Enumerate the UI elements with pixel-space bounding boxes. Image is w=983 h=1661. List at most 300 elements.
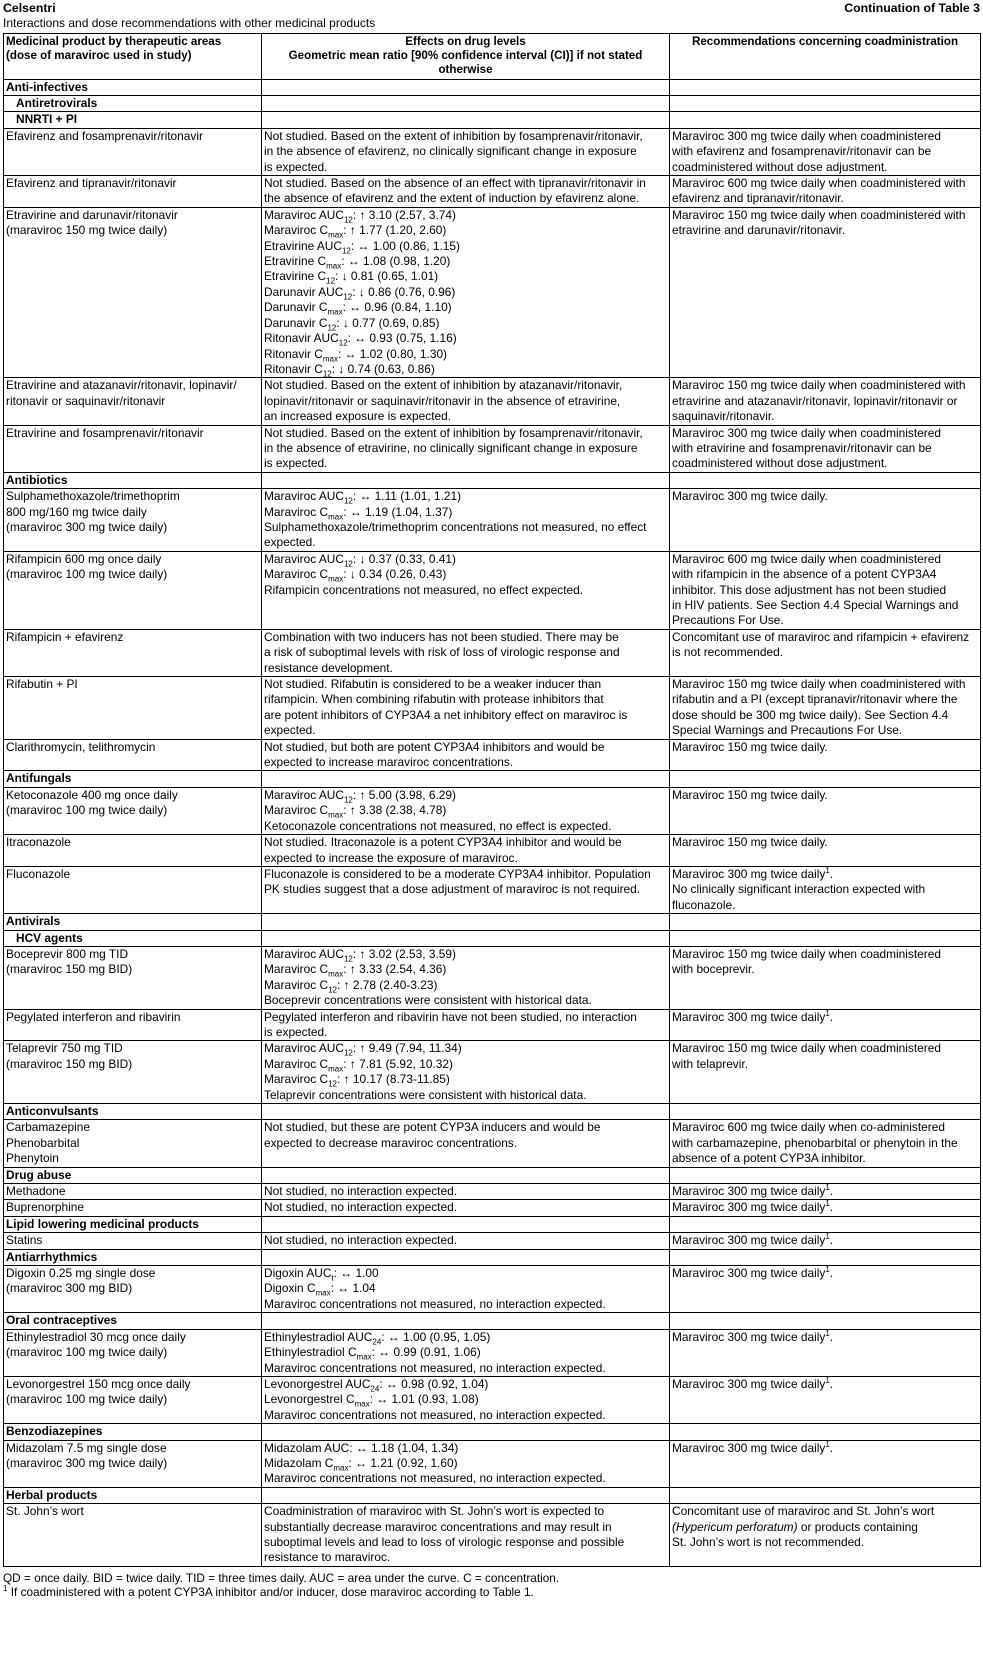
effects-cell-c2: [262, 378, 670, 425]
empty-cell: [262, 930, 670, 946]
product-name: Celsentri: [3, 1, 56, 15]
effects-cell-c2-line: Digoxin $C_{max}$: ↔ 1.04: [264, 1281, 376, 1298]
effects-cell-c2: [262, 787, 670, 834]
recommendation-cell-c3: [670, 835, 981, 867]
empty-cell: [262, 112, 670, 128]
effects-cell-c2-line: Etravirine $C_{max}$: ↔ 1.08 (0.98, 1.20): [264, 254, 451, 271]
effects-cell-c2: [262, 1504, 670, 1567]
category-label: Antifungals: [4, 771, 262, 787]
empty-cell: [670, 1249, 981, 1265]
product-cell-c1-line: Etravirine and fosamprenavir/ritonavir: [6, 425, 204, 440]
effects-cell-c2-line: Maraviroc $AUC_{12}$: ↑ 5.00 (3.98, 6.29): [264, 787, 456, 805]
empty-cell: [262, 1249, 670, 1265]
empty-cell: [670, 1104, 981, 1120]
empty-cell: [670, 914, 981, 930]
recommendation-cell-c3: [670, 551, 981, 629]
effects-cell-c2-line: Ethinylestradiol $C_{max}$: ↔ 0.99 (0.91, 1.06): [264, 1345, 481, 1362]
recommendation-cell-c3-line: with etravirine and fosamprenavir/ritonavir can be: [672, 440, 932, 455]
product-cell-c1: [4, 1440, 262, 1487]
effects-cell-c2-line: Not studied, but both are potent CYP3A4 inhibitors and would be: [264, 739, 605, 754]
effects-cell-c2-line: expected.: [264, 535, 316, 550]
recommendation-cell-c3-line: rifabutin and a PI (except tipranavir/ritonavir where the: [672, 692, 958, 707]
product-cell-c1: [4, 1329, 262, 1376]
product-cell-c1: [4, 946, 262, 1009]
category-row: [4, 771, 981, 787]
effects-cell-c2-line: Not studied. Based on the extent of inhibition by fosamprenavir/ritonavir,: [264, 425, 643, 440]
subcategory-label: HCV agents: [4, 930, 262, 946]
effects-cell-c2-line: Maraviroc $AUC_{12}$: ↔ 1.11 (1.01, 1.21): [264, 489, 462, 506]
recommendation-cell-c3: [670, 629, 981, 676]
product-cell-c1-line: Clarithromycin, telithromycin: [6, 739, 156, 754]
recommendation-cell-c3-line: coadministered without dose adjustment.: [672, 456, 888, 471]
product-cell-c1-line: Etravirine and atazanavir/ritonavir, lopinavir/: [6, 378, 237, 393]
effects-cell-c2-line: resistance to maraviroc.: [264, 1550, 391, 1565]
recommendation-cell-c3: [670, 1440, 981, 1487]
category-row: [4, 1424, 981, 1440]
recommendation-cell-c3-line: Maraviroc 600 mg twice daily when co-administered: [672, 1120, 945, 1135]
effects-cell-c2-line: Telaprevir concentrations were consistent with historical data.: [264, 1087, 587, 1102]
category-label: Drug abuse: [4, 1167, 262, 1183]
table-header-row: [4, 34, 981, 80]
product-cell-c1-line: (maraviroc 100 mg twice daily): [6, 803, 168, 818]
effects-cell-c2-line: Fluconazole is considered to be a moderate CYP3A4 inhibitor. Population: [264, 866, 651, 881]
product-cell-c1-line: 800 mg/160 mg twice daily: [6, 504, 147, 519]
effects-cell-c2-line: Digoxin $AUC_t$: ↔ 1.00: [264, 1266, 379, 1283]
effects-cell-c2-line: Maraviroc $AUC_{12}$: ↑ 3.02 (2.53, 3.59): [264, 946, 456, 964]
category-label: Antiarrhythmics: [4, 1249, 262, 1265]
category-label: Lipid lowering medicinal products: [4, 1216, 262, 1232]
product-cell-c1: [4, 176, 262, 208]
recommendation-cell-c3: [670, 739, 981, 771]
empty-cell: [262, 1313, 670, 1329]
footnote-1-marker: 1: [3, 1584, 8, 1594]
recommendation-cell-c3-line: Maraviroc 300 mg twice daily$^1$.: [672, 1008, 834, 1024]
table-row: [4, 946, 981, 1009]
table-row: [4, 1041, 981, 1104]
effects-cell-c2: [262, 1376, 670, 1423]
recommendation-cell-c3: [670, 176, 981, 208]
recommendation-cell-c3-line: Maraviroc 150 mg twice daily.: [672, 835, 828, 850]
recommendation-cell-c3: [670, 1009, 981, 1041]
product-cell-c1: [4, 835, 262, 867]
effects-cell-c2-line: Midazolam AUC: ↔ 1.18 (1.04, 1.34): [264, 1440, 459, 1455]
empty-cell: [262, 1424, 670, 1440]
product-cell-c1-line: St. John’s wort: [6, 1504, 84, 1519]
recommendation-cell-c3-line: dose should be 300 mg twice daily). See Section 4.4: [672, 707, 949, 722]
effects-cell-c2: [262, 677, 670, 740]
column-header-product-line2: (dose of maraviroc used in study): [6, 49, 192, 63]
recommendation-cell-c3-line: Maraviroc 150 mg twice daily when coadministered: [672, 1041, 941, 1056]
effects-cell-c2: [262, 946, 670, 1009]
recommendation-cell-c3: [670, 1041, 981, 1104]
product-cell-c1: [4, 629, 262, 676]
effects-cell-c2-line: Maraviroc concentrations not measured, no interaction expected.: [264, 1407, 606, 1422]
effects-cell-c2: [262, 425, 670, 472]
recommendation-cell-c3-line: fluconazole.: [672, 897, 736, 912]
empty-cell: [670, 79, 981, 95]
category-row: [4, 472, 981, 488]
effects-cell-c2-line: Etravirine $AUC_{12}$: ↔ 1.00 (0.86, 1.15): [264, 238, 460, 256]
recommendation-cell-c3: [670, 1266, 981, 1313]
recommendation-cell-c3-line: Maraviroc 600 mg twice daily when coadministered with: [672, 176, 966, 191]
recommendation-cell-c3-line: No clinically significant interaction expected with: [672, 882, 926, 897]
table-row: [4, 787, 981, 834]
footnotes: [3, 1571, 980, 1600]
category-row: [4, 1216, 981, 1232]
effects-cell-c2-line: Ritonavir $AUC_{12}$: ↔ 0.93 (0.75, 1.16): [264, 331, 457, 348]
empty-cell: [670, 1167, 981, 1183]
product-cell-c1-line: Levonorgestrel 150 mcg once daily: [6, 1376, 191, 1391]
effects-cell-c2: [262, 1266, 670, 1313]
recommendation-cell-c3-line: is not recommended.: [672, 645, 784, 660]
effects-cell-c2-line: expected to increase maraviroc concentrations.: [264, 755, 514, 770]
product-cell-c1: [4, 1376, 262, 1423]
product-cell-c1-line: Fluconazole: [6, 866, 71, 881]
effects-cell-c2-line: Maraviroc $C_{max}$: ↓ 0.34 (0.26, 0.43): [264, 567, 447, 584]
recommendation-cell-c3: [670, 787, 981, 834]
recommendation-cell-c3-line: (Hypericum perforatum) or products containing: [672, 1519, 918, 1534]
effects-cell-c2-line: Not studied, no interaction expected.: [264, 1200, 458, 1215]
effects-cell-c2-line: Maraviroc concentrations not measured, no interaction expected.: [264, 1471, 606, 1486]
recommendation-cell-c3-line: Maraviroc 300 mg twice daily when coadministered: [672, 425, 941, 440]
recommendation-cell-c3-line: with rifampicin in the absence of a potent CYP3A4: [672, 567, 937, 582]
category-label: Benzodiazepines: [4, 1424, 262, 1440]
column-header-effects-line2: Geometric mean ratio [90% confidence interval (CI)] if not stated otherwise: [288, 49, 643, 77]
recommendation-cell-c3-line: efavirenz and tipranavir/ritonavir.: [672, 191, 844, 206]
product-cell-c1: [4, 207, 262, 377]
effects-cell-c2: [262, 1041, 670, 1104]
effects-cell-c2-line: Darunavir $C_{max}$: ↔ 0.96 (0.84, 1.10): [264, 300, 452, 317]
recommendation-cell-c3: [670, 425, 981, 472]
effects-cell-c2-line: Maraviroc $AUC_{12}$: ↑ 9.49 (7.94, 11.34): [264, 1041, 462, 1058]
effects-cell-c2: [262, 1184, 670, 1200]
product-cell-c1: [4, 551, 262, 629]
recommendation-cell-c3: [670, 1233, 981, 1249]
product-cell-c1-line: Phenobarbital: [6, 1135, 80, 1150]
effects-cell-c2-line: is expected.: [264, 456, 328, 471]
empty-cell: [262, 79, 670, 95]
effects-cell-c2-line: expected.: [264, 723, 316, 738]
effects-cell-c2-line: an increased exposure is expected.: [264, 409, 452, 424]
subcategory-label: NNRTI + PI: [4, 112, 262, 128]
recommendation-cell-c3: [670, 946, 981, 1009]
empty-cell: [262, 1104, 670, 1120]
product-cell-c1-line: (maraviroc 100 mg twice daily): [6, 1345, 168, 1360]
effects-cell-c2-line: a risk of suboptimal levels with risk of loss of virologic response and: [264, 645, 620, 660]
table-row: [4, 176, 981, 208]
column-header-product-line1: Medicinal product by therapeutic areas: [6, 35, 222, 48]
effects-cell-c2-line: Maraviroc $C_{max}$: ↑ 1.77 (1.20, 2.60): [264, 223, 447, 240]
recommendation-cell-c3-line: absence of a potent CYP3A inhibitor.: [672, 1151, 866, 1166]
empty-cell: [262, 771, 670, 787]
product-cell-c1-line: Midazolam 7.5 mg single dose: [6, 1440, 167, 1455]
effects-cell-c2-line: Maraviroc $C_{12}$: ↑ 10.17 (8.73-11.85): [264, 1072, 450, 1089]
column-header-effects-line1: Effects on drug levels: [405, 35, 526, 48]
effects-cell-c2-line: Etravirine $C_{12}$: ↓ 0.81 (0.65, 1.01): [264, 269, 439, 286]
effects-cell-c2-line: Ritonavir $C_{max}$: ↔ 1.02 (0.80, 1.30): [264, 346, 448, 363]
product-cell-c1: [4, 866, 262, 913]
effects-cell-c2-line: in the absence of etravirine, no clinically significant change in exposure: [264, 440, 638, 455]
effects-cell-c2: [262, 551, 670, 629]
category-label: Herbal products: [4, 1487, 262, 1503]
product-cell-c1: [4, 1233, 262, 1249]
recommendation-cell-c3-line: Maraviroc 150 mg twice daily when coadministered with: [672, 677, 966, 692]
effects-cell-c2-line: Maraviroc $C_{max}$: ↑ 7.81 (5.92, 10.32): [264, 1056, 453, 1074]
table-row: [4, 1009, 981, 1041]
effects-cell-c2-line: expected to decrease maraviroc concentrations.: [264, 1135, 518, 1150]
column-header-product: [4, 34, 262, 80]
effects-cell-c2: [262, 739, 670, 771]
effects-cell-c2: [262, 629, 670, 676]
effects-cell-c2-line: Not studied. Rifabutin is considered to be a weaker inducer than: [264, 677, 602, 692]
effects-cell-c2-line: Rifampicin concentrations not measured, no effect expected.: [264, 582, 584, 597]
recommendation-cell-c3: [670, 1329, 981, 1376]
recommendation-cell-c3-line: in HIV patients. See Section 4.4 Special Warnings and: [672, 598, 959, 613]
recommendation-cell-c3-line: Maraviroc 150 mg twice daily when coadministered with: [672, 207, 966, 222]
product-cell-c1: [4, 1504, 262, 1567]
table-row: [4, 866, 981, 913]
empty-cell: [670, 1313, 981, 1329]
product-cell-c1: [4, 425, 262, 472]
table-row: [4, 207, 981, 377]
effects-cell-c2-line: PK studies suggest that a dose adjustment of maraviroc is not required.: [264, 882, 641, 897]
empty-cell: [670, 1487, 981, 1503]
product-cell-c1: [4, 1184, 262, 1200]
recommendation-cell-c3-line: etravirine and atazanavir/ritonavir, lopinavir/ritonavir or: [672, 393, 958, 408]
effects-cell-c2-line: Maraviroc concentrations not measured, no interaction expected.: [264, 1360, 606, 1375]
effects-cell-c2: [262, 1009, 670, 1041]
subcategory-label: Antiretrovirals: [4, 96, 262, 112]
subcategory-row: [4, 112, 981, 128]
effects-cell-c2: [262, 835, 670, 867]
effects-cell-c2-line: Darunavir $C_{12}$: ↓ 0.77 (0.69, 0.85): [264, 315, 440, 333]
effects-cell-c2-line: Sulphamethoxazole/trimethoprim concentrations not measured, no effect: [264, 519, 647, 534]
recommendation-cell-c3-line: Concomitant use of maraviroc and rifampicin + efavirenz: [672, 629, 970, 644]
product-cell-c1: [4, 489, 262, 552]
product-cell-c1-line: Itraconazole: [6, 835, 71, 850]
empty-cell: [262, 1487, 670, 1503]
effects-cell-c2-line: Maraviroc concentrations not measured, no interaction expected.: [264, 1296, 606, 1311]
recommendation-cell-c3: [670, 1376, 981, 1423]
product-cell-c1-line: Phenytoin: [6, 1151, 59, 1166]
product-cell-c1-line: Ketoconazole 400 mg once daily: [6, 787, 178, 802]
effects-cell-c2-line: in the absence of efavirenz, no clinically significant change in exposure: [264, 144, 637, 159]
category-label: Oral contraceptives: [4, 1313, 262, 1329]
product-cell-c1-line: (maraviroc 150 mg twice daily): [6, 223, 168, 238]
recommendation-cell-c3-line: Maraviroc 300 mg twice daily$^1$.: [672, 865, 834, 881]
category-label: Anticonvulsants: [4, 1104, 262, 1120]
table-row: [4, 378, 981, 425]
effects-cell-c2: [262, 1233, 670, 1249]
effects-cell-c2: [262, 1120, 670, 1167]
product-cell-c1: [4, 739, 262, 771]
recommendation-cell-c3: [670, 1504, 981, 1567]
product-cell-c1-line: (maraviroc 100 mg twice daily): [6, 1392, 168, 1407]
effects-cell-c2: [262, 866, 670, 913]
product-cell-c1-line: Etravirine and darunavir/ritonavir: [6, 207, 178, 222]
effects-cell-c2: [262, 489, 670, 552]
table-row: [4, 1233, 981, 1249]
effects-cell-c2-line: substantially decrease maraviroc concentrations and may result in: [264, 1519, 612, 1534]
subcategory-row: [4, 930, 981, 946]
table-body: [4, 79, 981, 1566]
product-cell-c1-line: (maraviroc 150 mg BID): [6, 962, 133, 977]
table-row: [4, 425, 981, 472]
footnote-abbreviations: QD = once daily. BID = twice daily. TID = three times daily. AUC = area under the curve. C = concentration.: [3, 1570, 560, 1585]
effects-cell-c2-line: lopinavir/ritonavir or saquinavir/ritonavir in the absence of etravirine,: [264, 393, 621, 408]
recommendation-cell-c3-line: Special Warnings and Precautions For Use.: [672, 723, 903, 738]
product-cell-c1: [4, 677, 262, 740]
table-row: [4, 1120, 981, 1167]
category-label: Anti-infectives: [4, 79, 262, 95]
recommendation-cell-c3-line: Maraviroc 300 mg twice daily.: [672, 489, 828, 504]
product-cell-c1-line: (maraviroc 300 mg twice daily): [6, 1455, 168, 1470]
effects-cell-c2-line: Maraviroc $C_{max}$: ↔ 1.19 (1.04, 1.37): [264, 504, 453, 521]
empty-cell: [670, 472, 981, 488]
table-row: [4, 1184, 981, 1200]
table-row: [4, 677, 981, 740]
category-row: [4, 79, 981, 95]
effects-cell-c2-line: Maraviroc $C_{12}$: ↑ 2.78 (2.40-3.23): [264, 977, 438, 995]
recommendation-cell-c3: [670, 1120, 981, 1167]
effects-cell-c2-line: Darunavir $AUC_{12}$: ↓ 0.86 (0.76, 0.96): [264, 284, 456, 302]
effects-cell-c2-line: suboptimal levels and lead to loss of virologic response and possible: [264, 1534, 625, 1549]
product-cell-c1-line: Sulphamethoxazole/trimethoprim: [6, 489, 180, 504]
category-row: [4, 1313, 981, 1329]
recommendation-cell-c3-line: Maraviroc 300 mg twice daily$^1$.: [672, 1183, 834, 1199]
product-cell-c1: [4, 1041, 262, 1104]
effects-cell-c2: [262, 1329, 670, 1376]
empty-cell: [670, 930, 981, 946]
effects-cell-c2-line: Not studied, but these are potent CYP3A inducers and would be: [264, 1120, 601, 1135]
table-row: [4, 1266, 981, 1313]
recommendation-cell-c3: [670, 378, 981, 425]
product-cell-c1: [4, 128, 262, 175]
product-cell-c1: [4, 787, 262, 834]
product-cell-c1-line: Rifabutin + PI: [6, 677, 78, 692]
category-label: Antibiotics: [4, 472, 262, 488]
table-row: [4, 489, 981, 552]
category-row: [4, 1167, 981, 1183]
empty-cell: [670, 1424, 981, 1440]
product-cell-c1-line: Rifampicin + efavirenz: [6, 629, 124, 644]
category-row: [4, 1104, 981, 1120]
latin-name: (Hypericum perforatum): [672, 1519, 798, 1534]
effects-cell-c2-line: Not studied, no interaction expected.: [264, 1184, 458, 1199]
effects-cell-c2-line: Not studied. Based on the absence of an effect with tipranavir/ritonavir in: [264, 176, 646, 191]
product-cell-c1-line: Methadone: [6, 1184, 66, 1199]
product-cell-c1-line: Buprenorphine: [6, 1200, 85, 1215]
empty-cell: [262, 914, 670, 930]
table-row: [4, 835, 981, 867]
table-row: [4, 551, 981, 629]
effects-cell-c2-line: is expected.: [264, 159, 328, 174]
table-row: [4, 1504, 981, 1567]
effects-cell-c2-line: Ritonavir $C_{12}$: ↓ 0.74 (0.63, 0.86): [264, 361, 435, 379]
effects-cell-c2-line: are potent inhibitors of CYP3A4 a net inhibitory effect on maraviroc is: [264, 707, 628, 722]
product-cell-c1-line: Efavirenz and tipranavir/ritonavir: [6, 176, 177, 191]
effects-cell-c2-line: Ethinylestradiol $AUC_{24}$: ↔ 1.00 (0.95, 1.05): [264, 1329, 491, 1347]
effects-cell-c2-line: Not studied. Based on the extent of inhibition by fosamprenavir/ritonavir,: [264, 128, 643, 143]
recommendation-cell-c3-line: Maraviroc 150 mg twice daily.: [672, 739, 828, 754]
recommendation-cell-c3: [670, 1184, 981, 1200]
effects-cell-c2-line: Maraviroc $AUC_{12}$: ↑ 3.10 (2.57, 3.74): [264, 207, 456, 225]
column-header-effects: [262, 34, 670, 80]
recommendation-cell-c3-line: saquinavir/ritonavir.: [672, 409, 775, 424]
effects-cell-c2-line: Ketoconazole concentrations not measured, no effect is expected.: [264, 818, 612, 833]
product-cell-c1-line: (maraviroc 300 mg twice daily): [6, 519, 168, 534]
effects-cell-c2-line: Not studied. Itraconazole is a potent CYP3A4 inhibitor and would be: [264, 835, 622, 850]
recommendation-cell-c3: [670, 128, 981, 175]
recommendation-cell-c3-line: Precautions For Use.: [672, 613, 784, 628]
recommendation-cell-c3: [670, 207, 981, 377]
table-row: [4, 1440, 981, 1487]
product-cell-c1-line: Digoxin 0.25 mg single dose: [6, 1266, 156, 1281]
product-cell-c1-line: (maraviroc 100 mg twice daily): [6, 567, 168, 582]
recommendation-cell-c3-line: Maraviroc 300 mg twice daily$^1$.: [672, 1439, 834, 1455]
effects-cell-c2-line: Maraviroc $AUC_{12}$: ↓ 0.37 (0.33, 0.41): [264, 551, 456, 569]
continuation-label: Continuation of Table 3: [844, 1, 980, 15]
recommendation-cell-c3-line: Maraviroc 300 mg twice daily$^1$.: [672, 1199, 834, 1215]
product-cell-c1-line: (maraviroc 300 mg BID): [6, 1281, 133, 1296]
product-cell-c1-line: Rifampicin 600 mg once daily: [6, 551, 162, 566]
product-cell-c1-line: (maraviroc 150 mg BID): [6, 1056, 133, 1071]
recommendation-cell-c3-line: Maraviroc 300 mg twice daily when coadministered: [672, 128, 941, 143]
table-row: [4, 1329, 981, 1376]
product-cell-c1-line: Ethinylestradiol 30 mcg once daily: [6, 1329, 186, 1344]
effects-cell-c2-line: Maraviroc $C_{max}$: ↑ 3.38 (2.38, 4.78): [264, 803, 447, 820]
effects-cell-c2: [262, 1200, 670, 1216]
recommendation-cell-c3-line: Maraviroc 150 mg twice daily when coadministered with: [672, 378, 966, 393]
product-cell-c1-line: Pegylated interferon and ribavirin: [6, 1009, 181, 1024]
empty-cell: [670, 96, 981, 112]
recommendation-cell-c3: [670, 1200, 981, 1216]
effects-cell-c2-line: Maraviroc $C_{max}$: ↑ 3.33 (2.54, 4.36): [264, 962, 447, 979]
effects-cell-c2: [262, 1440, 670, 1487]
recommendation-cell-c3: [670, 489, 981, 552]
empty-cell: [262, 96, 670, 112]
footnote-1: [3, 1585, 980, 1600]
recommendation-cell-c3-line: Maraviroc 600 mg twice daily when coadministered: [672, 551, 941, 566]
product-cell-c1-line: Efavirenz and fosamprenavir/ritonavir: [6, 128, 203, 143]
product-cell-c1: [4, 378, 262, 425]
product-cell-c1-line: Carbamazepine: [6, 1120, 90, 1135]
effects-cell-c2-line: Pegylated interferon and ribavirin have not been studied, no interaction: [264, 1009, 637, 1024]
category-row: [4, 914, 981, 930]
recommendation-cell-c3-line: Maraviroc 150 mg twice daily when coadministered: [672, 946, 941, 961]
recommendation-cell-c3-line: coadministered without dose adjustment.: [672, 159, 888, 174]
footnote-1-text: If coadministered with a potent CYP3A inhibitor and/or inducer, dose maraviroc according to Table 1.: [7, 1585, 534, 1600]
interactions-table: [3, 33, 981, 1567]
subcategory-row: [4, 96, 981, 112]
product-cell-c1: [4, 1009, 262, 1041]
product-cell-c1: [4, 1120, 262, 1167]
effects-cell-c2-line: Not studied. Based on the extent of inhibition by atazanavir/ritonavir,: [264, 378, 623, 393]
recommendation-cell-c3-line: with carbamazepine, phenobarbital or phenytoin in the: [672, 1135, 958, 1150]
effects-cell-c2-line: Coadministration of maraviroc with St. John’s wort is expected to: [264, 1504, 605, 1519]
product-cell-c1-line: ritonavir or saquinavir/ritonavir: [6, 393, 166, 408]
empty-cell: [670, 112, 981, 128]
product-cell-c1-line: Telaprevir 750 mg TID: [6, 1041, 123, 1056]
category-row: [4, 1249, 981, 1265]
effects-cell-c2: [262, 128, 670, 175]
effects-cell-c2-line: Not studied, no interaction expected.: [264, 1233, 458, 1248]
effects-cell-c2-line: Midazolam $C_{max}$: ↔ 1.21 (0.92, 1.60): [264, 1455, 458, 1473]
column-header-recommendations: Recommendations concerning coadministration: [670, 34, 981, 80]
effects-cell-c2-line: Combination with two inducers has not been studied. There may be: [264, 629, 619, 644]
category-label: Antivirals: [4, 914, 262, 930]
effects-cell-c2-line: rifampicin. When combining rifabutin with protease inhibitors that: [264, 692, 604, 707]
